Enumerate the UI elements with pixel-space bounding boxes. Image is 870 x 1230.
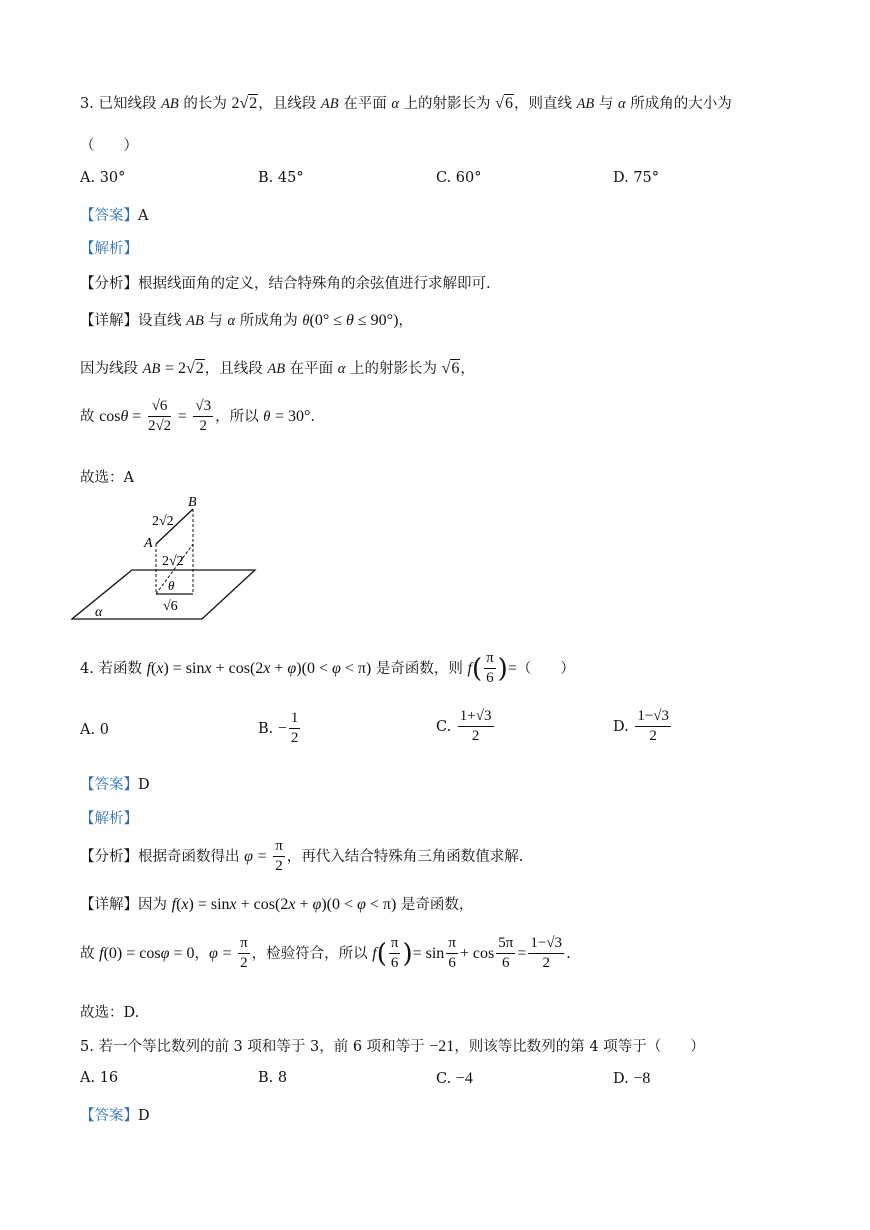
q3-fenxi: 【分析】根据线面角的定义，结合特殊角的余弦值进行求解即可. (80, 276, 491, 292)
q3-option-b: B. 45° (258, 170, 304, 186)
q3-option-a: A. 30° (80, 170, 126, 186)
q3-line3: 故 cosθ = $\frac{√6}{2√2}$ = $\frac{√3}{2}$ ，所以 θ = 30°. (80, 398, 316, 435)
q3-answer: 【答案】A (80, 208, 149, 224)
q3-xiangjie: 【详解】设直线 AB 与 α 所成角为 θ(0° ≤ θ ≤ 90°)， (80, 312, 413, 329)
q4-option-b: B. − $\frac{1}{2}$ (258, 710, 299, 747)
q5-stem: 5. 若一个等比数列的前 3 项和等于 3，前 6 项和等于 −21，则该等比数列的第 4 项等于（ ） (80, 1038, 705, 1055)
q4-option-c: C. $\frac{1+√3}{2}$ (436, 708, 492, 745)
q3-stem: 3. 已知线段 AB 的长为 2√2，且线段 AB 在平面 α 上的射影长为 √6，则直线 AB 与 α 所成角的大小为 (80, 95, 732, 112)
q3-choose: 故选：A (80, 470, 134, 486)
q4-analysis-tag: 【解析】 (80, 811, 138, 827)
q4-option-a: A. 0 (80, 722, 109, 738)
q3-analysis-tag: 【解析】 (80, 241, 138, 257)
q4-xiangjie: 【详解】因为 f(x) = sinx + cos(2x + φ)(0 < φ < π) 是奇函数， (80, 896, 474, 913)
label-len2: 2√2 (162, 554, 184, 569)
q4-line2: 故 f(0) = cosφ = 0，φ = $\frac{\pi}{2}$ ，检验符合，所以 f( $\frac{\pi}{6}$ )= sin $\frac{\pi}{6}$ + cos $\frac{5\pi}{6}$ = $\frac{1-√3}{2}$ . (80, 935, 571, 972)
q4-answer: 【答案】D (80, 777, 150, 793)
parallel-ab (156, 544, 193, 594)
label-proj: √6 (163, 599, 178, 614)
q5-answer: 【答案】D (80, 1108, 150, 1124)
q3-line2: 因为线段 AB = 2√2，且线段 AB 在平面 α 上的射影长为 √6， (80, 360, 475, 377)
q3-option-d: D. 75° (613, 170, 660, 186)
q5-option-a: A. 16 (80, 1070, 119, 1086)
q4-fenxi: 【分析】根据奇函数得出 φ = $\frac{\pi}{2}$ ，再代入结合特殊角三角函数值求解. (80, 838, 524, 875)
label-alpha: α (95, 605, 103, 620)
q3-figure (60, 492, 270, 622)
q4-choose: 故选：D. (80, 1005, 140, 1021)
label-b: B (188, 495, 197, 510)
q3-paren: （ ） (80, 138, 138, 154)
q5-option-c: C. −4 (436, 1070, 473, 1087)
q5-option-b: B. 8 (258, 1070, 288, 1086)
label-theta: θ (168, 578, 175, 593)
q4-stem: 4. 若函数 f(x) = sinx + cos(2x + φ)(0 < φ < π) 是奇函数，则 f( $\frac{\pi}{6}$ )=（ ） (80, 650, 575, 687)
q5-option-d: D. −8 (613, 1070, 651, 1087)
label-a: A (144, 536, 153, 551)
label-len1: 2√2 (152, 514, 174, 529)
q4-option-d: D. $\frac{1-√3}{2}$ (613, 708, 670, 745)
q3-option-c: C. 60° (436, 170, 482, 186)
